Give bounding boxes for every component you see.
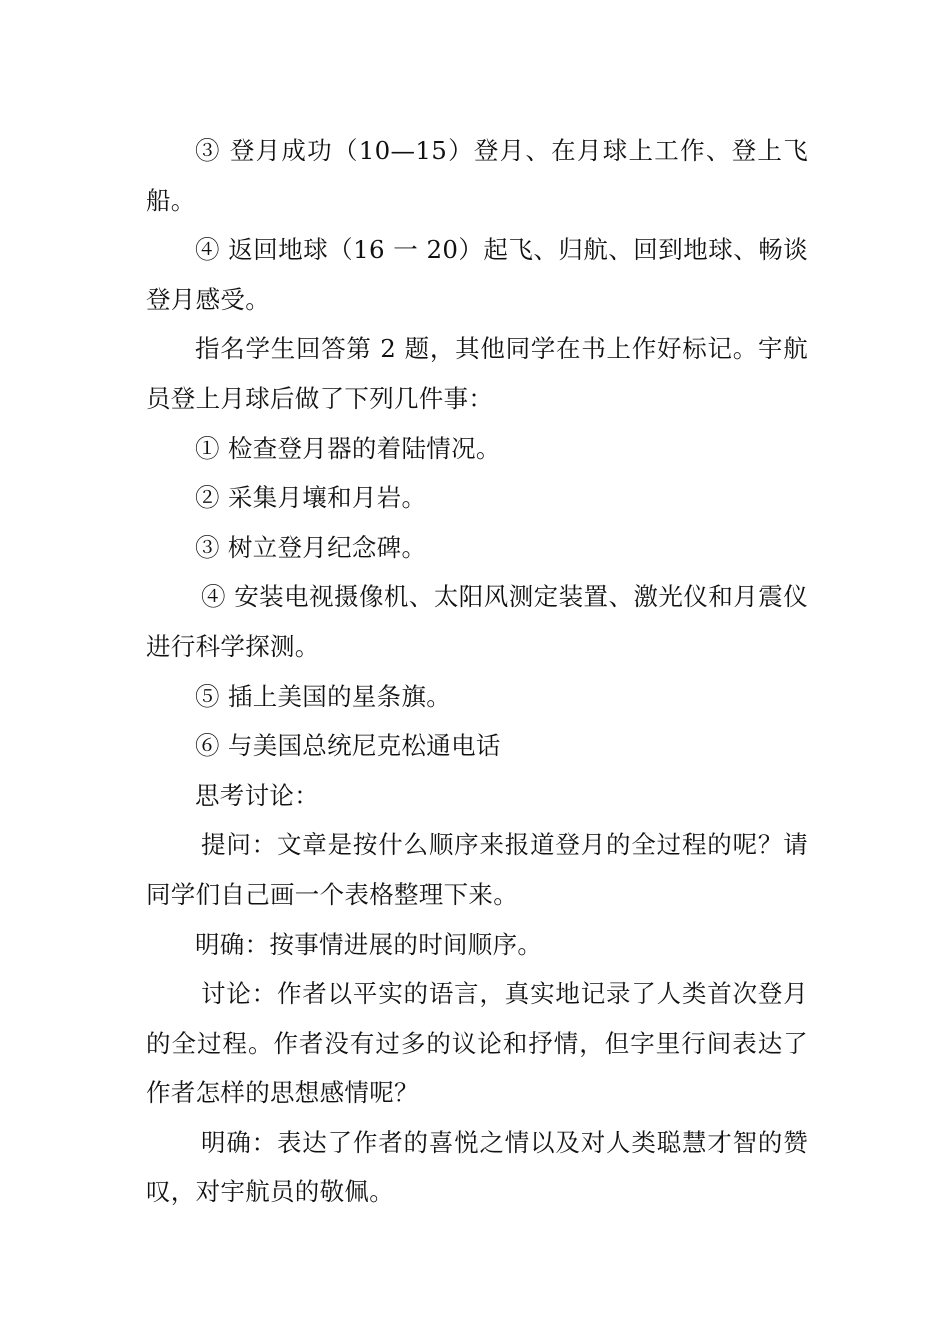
list-item-1: ① 检查登月器的着陆情况。 xyxy=(195,433,501,463)
list-item-5: ⑤ 插上美国的星条旗。 xyxy=(195,681,452,711)
list-item-3: ③ 树立登月纪念碑。 xyxy=(195,532,427,562)
paragraph-question-2: 指名学生回答第 2 题，其他同学在书上作好标记。宇航员登上月球后做了下列几件事： xyxy=(146,334,808,413)
list-item-2: ② 采集月壤和月岩。 xyxy=(195,483,427,513)
paragraph-step-4: ④ 返回地球（16 一 20）起飞、归航、回到地球、畅谈登月感受。 xyxy=(146,235,808,314)
document-body xyxy=(146,126,808,1217)
list-item-6: ⑥ 与美国总统尼克松通电话 xyxy=(195,731,501,761)
paragraph-discussion: 讨论：作者以平实的语言，真实地记录了人类首次登月的全过程。作者没有过多的议论和抒情，但字里行间表达了作者怎样的思想感情呢？ xyxy=(146,979,808,1108)
list-item-4: ④ 安装电视摄像机、太阳风测定装置、激光仪和月震仪进行科学探测。 xyxy=(146,582,808,661)
paragraph-step-3: ③ 登月成功（10—15）登月、在月球上工作、登上飞船。 xyxy=(146,136,808,215)
discussion-heading: 思考讨论： xyxy=(195,780,319,810)
paragraph-answer-1: 明确：按事情进展的时间顺序。 xyxy=(195,929,543,959)
paragraph-answer-2: 明确：表达了作者的喜悦之情以及对人类聪慧才智的赞叹，对宇航员的敬佩。 xyxy=(146,1127,808,1207)
paragraph-question: 提问：文章是按什么顺序来报道登月的全过程的呢？请同学们自己画一个表格整理下来。 xyxy=(146,830,808,909)
